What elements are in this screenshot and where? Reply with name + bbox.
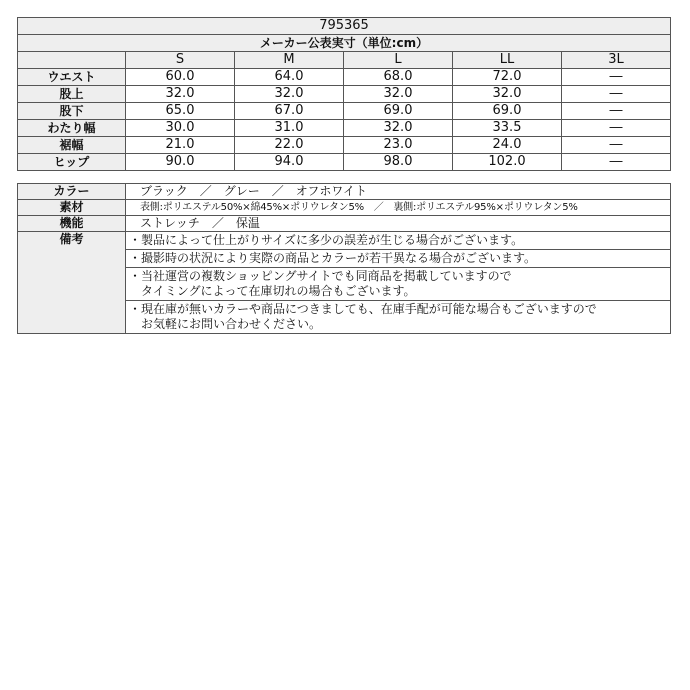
note-item <box>126 250 671 268</box>
note-item <box>126 301 671 334</box>
row-label: 股下 <box>18 103 126 120</box>
row-label: わたり幅 <box>18 120 126 137</box>
material-label: 素材 <box>18 200 126 216</box>
cell-value: 21.0 <box>126 137 235 154</box>
cell-value: 22.0 <box>235 137 344 154</box>
cell-value: 102.0 <box>453 154 562 171</box>
cell-value: 68.0 <box>344 69 453 86</box>
measurement-subtitle: メーカー公表実寸（単位:cm） <box>18 35 671 52</box>
cell-value: 32.0 <box>235 86 344 103</box>
color-label: カラー <box>18 184 126 200</box>
cell-value: ― <box>562 103 671 120</box>
size-header: LL <box>453 52 562 69</box>
product-code: 795365 <box>18 18 671 35</box>
cell-value: ― <box>562 154 671 171</box>
cell-value: 65.0 <box>126 103 235 120</box>
cell-value: 60.0 <box>126 69 235 86</box>
table-row <box>18 120 671 137</box>
product-code-row <box>18 18 671 35</box>
cell-value: 32.0 <box>344 86 453 103</box>
table-row <box>18 69 671 86</box>
cell-value: 94.0 <box>235 154 344 171</box>
spec-table <box>17 183 671 334</box>
color-value: ブラック ／ グレー ／ オフホワイト <box>126 184 671 200</box>
function-row <box>18 216 671 232</box>
cell-value: 98.0 <box>344 154 453 171</box>
cell-value: 31.0 <box>235 120 344 137</box>
size-header-row <box>18 52 671 69</box>
notes-row <box>18 232 671 250</box>
cell-value: 90.0 <box>126 154 235 171</box>
note-text: ・当社運営の複数ショッピングサイトでも同商品を掲載していますので <box>129 269 512 283</box>
material-row <box>18 200 671 216</box>
cell-value: 67.0 <box>235 103 344 120</box>
note-item <box>126 232 671 250</box>
note-text: ・現在庫が無いカラーや商品につきましても、在庫手配が可能な場合もございますので <box>129 302 597 316</box>
cell-value: 32.0 <box>453 86 562 103</box>
size-header: M <box>235 52 344 69</box>
cell-value: 69.0 <box>344 103 453 120</box>
size-table <box>17 17 671 171</box>
function-label: 機能 <box>18 216 126 232</box>
table-row <box>18 86 671 103</box>
cell-value: 32.0 <box>126 86 235 103</box>
note-text-continued: タイミングによって在庫切れの場合もございます。 <box>141 284 416 298</box>
row-label: 裾幅 <box>18 137 126 154</box>
subtitle-row <box>18 35 671 52</box>
cell-value: 30.0 <box>126 120 235 137</box>
table-row <box>18 103 671 120</box>
row-label: 股上 <box>18 86 126 103</box>
notes-label: 備考 <box>18 232 126 334</box>
cell-value: 23.0 <box>344 137 453 154</box>
color-row <box>18 184 671 200</box>
cell-value: 72.0 <box>453 69 562 86</box>
cell-value: 64.0 <box>235 69 344 86</box>
cell-value: 69.0 <box>453 103 562 120</box>
row-label: ヒップ <box>18 154 126 171</box>
size-header: 3L <box>562 52 671 69</box>
cell-value: 24.0 <box>453 137 562 154</box>
cell-value: ― <box>562 137 671 154</box>
table-row <box>18 154 671 171</box>
note-text: ・撮影時の状況により実際の商品とカラーが若干異なる場合がございます。 <box>129 251 537 265</box>
table-row <box>18 137 671 154</box>
note-text: ・製品によって仕上がりサイズに多少の誤差が生じる場合がございます。 <box>129 233 524 247</box>
cell-value: ― <box>562 69 671 86</box>
size-header: L <box>344 52 453 69</box>
size-header: S <box>126 52 235 69</box>
corner-cell <box>18 52 126 69</box>
row-label: ウエスト <box>18 69 126 86</box>
note-item <box>126 268 671 301</box>
cell-value: 32.0 <box>344 120 453 137</box>
cell-value: ― <box>562 120 671 137</box>
material-value: 表側:ポリエステル50%×綿45%×ポリウレタン5% ／ 裏側:ポリエステル95%×ポリウレタン5% <box>126 200 671 216</box>
cell-value: ― <box>562 86 671 103</box>
note-text-continued: お気軽にお問い合わせください。 <box>141 317 322 331</box>
function-value: ストレッチ ／ 保温 <box>126 216 671 232</box>
cell-value: 33.5 <box>453 120 562 137</box>
